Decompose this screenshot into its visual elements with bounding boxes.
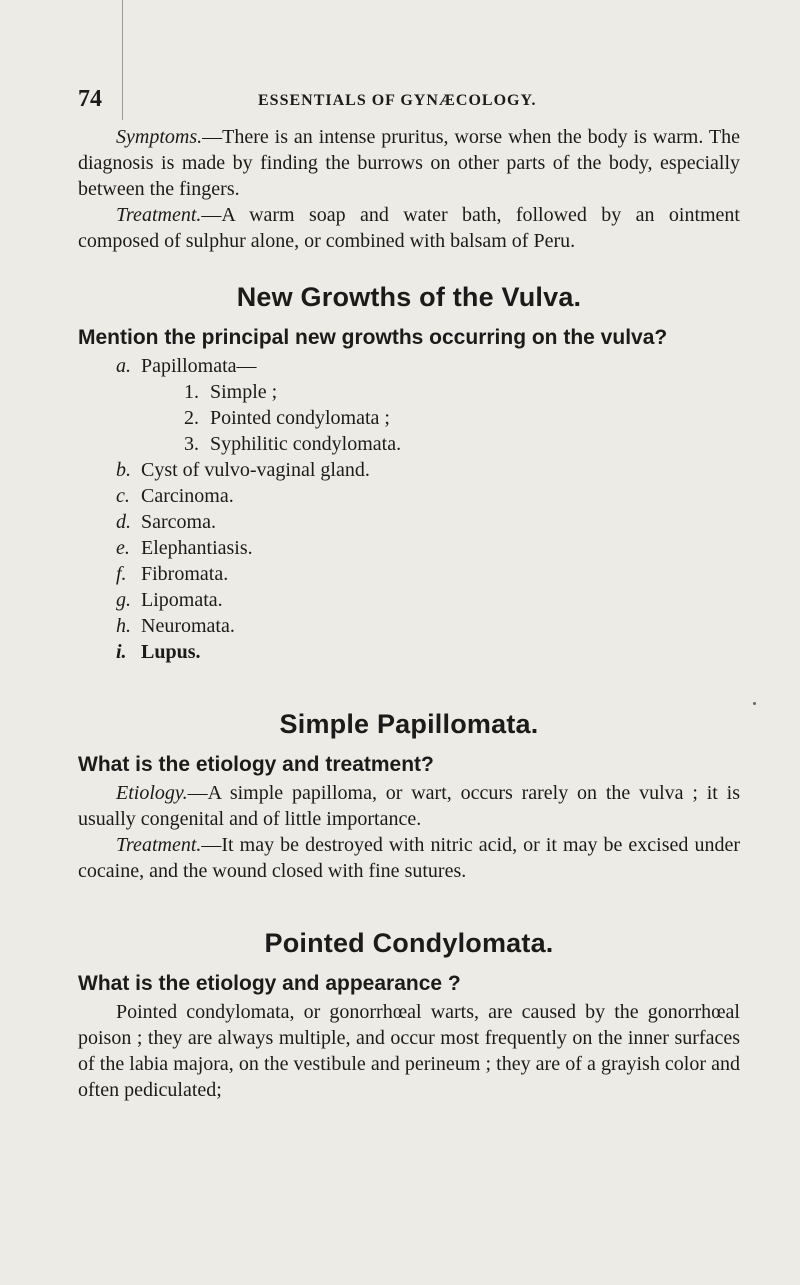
growths-list-continued [78,457,740,665]
condylomata-paragraph: Pointed condylomata, or gonorrhœal warts, are caused by the gonorrhœal poison ; they are always multiple, and occur most frequently on the inner surfaces of the labia majora, on the vestibule and perineum ; they are of a grayish color and often pediculated; [78,1001,740,1101]
sublist-text: Syphilitic condylomata. [210,433,402,455]
sublist-text: Pointed condylomata ; [210,407,390,429]
list-letter: b. [116,459,131,481]
list-item [78,457,740,483]
list-text: Elephantiasis. [141,537,253,559]
treatment-text: —A warm soap and water bath, followed by an ointment composed of sulphur alone, or combined with balsam of Peru. [78,204,740,252]
sublist-text: Simple ; [210,381,278,403]
symptoms-text: —There is an intense pruritus, worse when the body is warm. The diagnosis is made by finding the burrows on other parts of the body, especially between the fingers. [78,126,740,200]
list-item [78,613,740,639]
running-head: ESSENTIALS OF GYNÆCOLOGY. [258,92,537,109]
list-text: Carcinoma. [141,485,234,507]
page-body [78,124,740,1103]
list-item [78,509,740,535]
list-letter: c. [116,485,130,507]
list-text: Papillomata— [141,355,257,377]
list-item [78,353,740,379]
etiology-paragraph [78,780,740,832]
list-item [78,483,740,509]
symptoms-lead: Symptoms. [116,126,203,148]
list-text: Lipomata. [141,589,223,611]
section-title-simple-papillomata: Simple Papillomata. [279,709,539,739]
etiology-lead: Etiology. [116,782,188,804]
section-title-pointed-condylomata: Pointed Condylomata. [264,928,554,958]
list-text: Neuromata. [141,615,235,637]
list-letter: g. [116,589,131,611]
list-letter: h. [116,615,131,637]
growths-list [78,353,740,379]
list-letter: d. [116,511,131,533]
list-text: Lupus. [141,641,201,663]
list-text: Fibromata. [141,563,229,585]
list-letter: f. [116,563,127,585]
list-letter: a. [116,355,131,377]
sublist-number: 3. [184,433,199,455]
list-letter: i. [116,641,127,663]
treatment-papilloma-paragraph [78,832,740,884]
list-item [78,587,740,613]
treatment-papilloma-lead: Treatment. [116,834,202,856]
list-text: Sarcoma. [141,511,216,533]
page-header [78,86,738,120]
list-letter: e. [116,537,130,559]
treatment-papilloma-text: —It may be destroyed with nitric acid, or it may be excised under cocaine, and the wound closed with fine sutures. [78,834,740,882]
etiology-text: —A simple papilloma, or wart, occurs rarely on the vulva ; it is usually congenital and of little importance. [78,782,740,830]
symptoms-paragraph [78,124,740,202]
ink-speck [753,702,756,705]
sublist-number: 1. [184,381,199,403]
page-number: 74 [78,86,102,112]
list-item [78,535,740,561]
list-item [78,639,740,665]
sublist-item [78,405,740,431]
question-simple-papillomata: What is the etiology and treatment? [78,753,434,776]
treatment-lead: Treatment. [116,204,202,226]
treatment-paragraph [78,202,740,254]
sublist-item [78,431,740,457]
list-item [78,561,740,587]
list-text: Cyst of vulvo-vaginal gland. [141,459,370,481]
papillomata-sublist [78,379,740,457]
sublist-item [78,379,740,405]
question-pointed-condylomata: What is the etiology and appearance ? [78,972,461,995]
sublist-number: 2. [184,407,199,429]
section-title-new-growths: New Growths of the Vulva. [236,282,582,312]
question-new-growths: Mention the principal new growths occurring on the vulva? [78,326,668,349]
